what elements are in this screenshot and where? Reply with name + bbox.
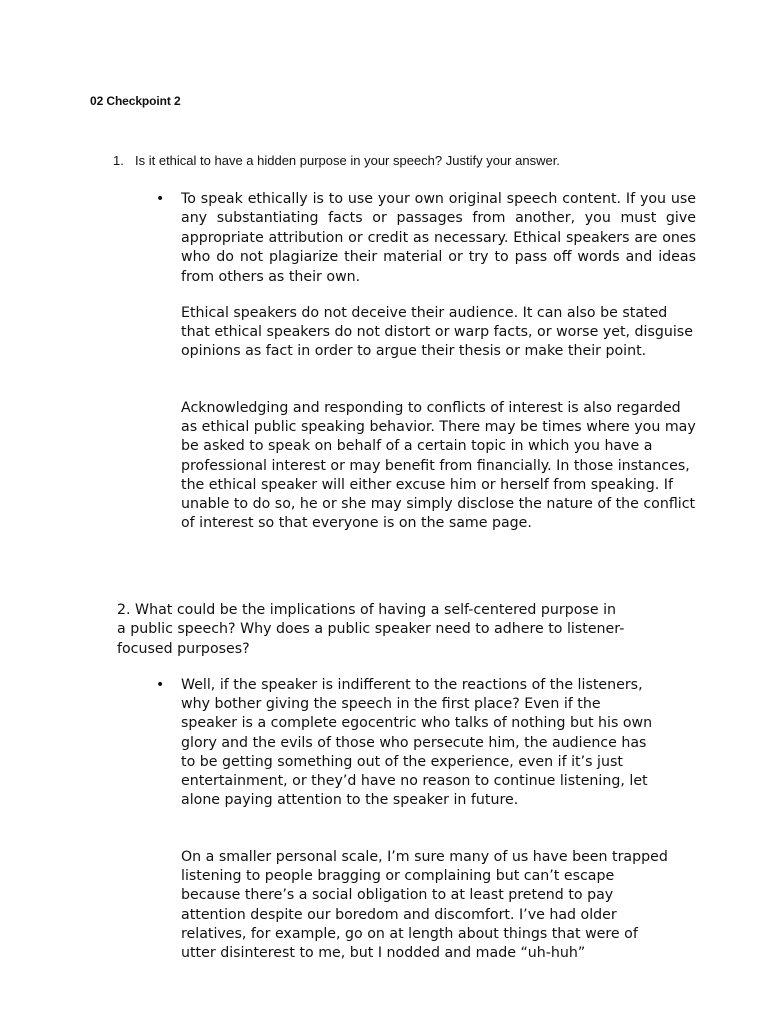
document-title: 02 Checkpoint 2 [90,94,181,108]
question-1-answer-bullet [156,190,696,287]
question-1-text: Is it ethical to have a hidden purpose in your speech? Justify your answer. [135,153,560,168]
question-2-text: 2. What could be the implications of having a self-centered purpose in a public speech? Why does a public speaker need to adhere to listener- focused purposes? [117,602,625,657]
question-2-answer-paragraph-1: Well, if the speaker is indifferent to the reactions of the listeners, why bother giving the speech in the first place? Even if the speaker is a complete egocentric who talks of nothing but his own glory and the evils of those who persecute him, the audience has to be getting something out of the experience, even if it’s just entertainment, or they’d have no reason to continue listening, let alone paying attention to the speaker in future. [181,677,653,809]
question-1-number: 1. [113,153,124,168]
question-2-answer-bullet [156,676,656,810]
question-2-answer-paragraph-2: On a smaller personal scale, I’m sure many of us have been trapped listening to people bragging or complaining but can’t escape because there’s a social obligation to at least pretend to pay attention despite our boredom and discomfort. I’ve had older relatives, for example, go on at length about things that were of utter disinterest to me, but I nodded and made “uh-huh” [181,849,668,962]
bullet-icon: • [156,191,165,207]
question-1-answer-paragraph-3: Acknowledging and responding to conflicts of interest is also regarded as ethical public speaking behavior. There may be times where you may be asked to speak on behalf of a certain topic in which you have a professional interest or may benefit from financially. In those instances, the ethical speaker will either excuse him or herself from speaking. If unable to do so, he or she may simply disclose the nature of the conflict of interest so that everyone is on the same page. [181,400,696,532]
question-1-answer-paragraph-1: To speak ethically is to use your own original speech content. If you use any substantiating facts or passages from another, you must give appropriate attribution or credit as necessary. Ethical speakers are ones who do not plagiarize their material or try to pass off words and ideas from others as their own. [181,191,696,285]
bullet-icon: • [156,677,165,693]
question-1 [113,153,560,168]
question-1-answer-paragraph-2: Ethical speakers do not deceive their audience. It can also be stated that ethical speakers do not distort or warp facts, or worse yet, disguise opinions as fact in order to argue their thesis or make their point. [181,305,693,360]
